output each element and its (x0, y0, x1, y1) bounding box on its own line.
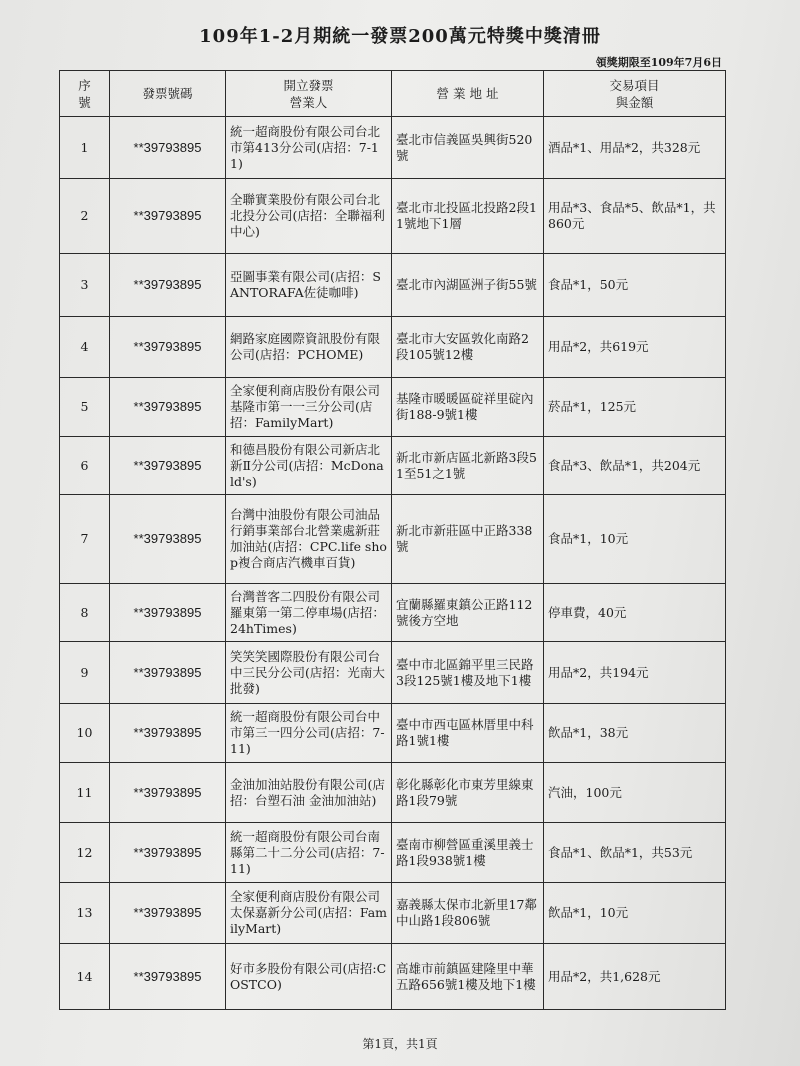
issuer-name: 笑笑笑國際股份有限公司台中三民分公司(店招：光南大批發) (226, 642, 392, 704)
page-indicator: 第1頁，共1頁 (362, 1037, 438, 1051)
invoice-number: **39793895 (110, 317, 226, 378)
row-number: 13 (60, 883, 110, 944)
row-number: 12 (60, 823, 110, 883)
issuer-name: 和德昌股份有限公司新店北新Ⅱ分公司(店招：McDonald's) (226, 437, 392, 495)
invoice-number: **39793895 (110, 495, 226, 584)
business-address: 高雄市前鎮區建隆里中華五路656號1樓及地下1樓 (392, 944, 544, 1010)
issuer-name: 統一超商股份有限公司台中市第三一四分公司(店招：7-11) (226, 704, 392, 763)
row-number: 1 (60, 117, 110, 179)
table-row (60, 944, 726, 1010)
header-address: 營 業 地 址 (392, 71, 544, 117)
invoice-number: **39793895 (110, 944, 226, 1010)
row-number: 10 (60, 704, 110, 763)
row-number: 8 (60, 584, 110, 642)
business-address: 新北市新店區北新路3段51至51之1號 (392, 437, 544, 495)
business-address: 臺中市北區錦平里三民路3段125號1樓及地下1樓 (392, 642, 544, 704)
transaction-item: 用品*2，共1,628元 (544, 944, 726, 1010)
table-header-row (60, 71, 726, 117)
header-item-line2: 與金額 (615, 94, 654, 110)
transaction-item: 食品*1，10元 (544, 495, 726, 584)
invoice-number: **39793895 (110, 117, 226, 179)
invoice-number: **39793895 (110, 584, 226, 642)
issuer-name: 統一超商股份有限公司台南縣第二十二分公司(店招：7-11) (226, 823, 392, 883)
row-number: 6 (60, 437, 110, 495)
transaction-item: 菸品*1，125元 (544, 378, 726, 437)
invoice-number: **39793895 (110, 437, 226, 495)
table-row (60, 437, 726, 495)
business-address: 基隆市暖暖區碇祥里碇內街188-9號1樓 (392, 378, 544, 437)
issuer-name: 全家便利商店股份有限公司太保嘉新分公司(店招：FamilyMart) (226, 883, 392, 944)
row-number: 11 (60, 763, 110, 823)
business-address: 臺北市北投區北投路2段11號地下1層 (392, 179, 544, 254)
issuer-name: 全家便利商店股份有限公司基隆市第一一三分公司(店招：FamilyMart) (226, 378, 392, 437)
table-row (60, 704, 726, 763)
transaction-item: 食品*1，50元 (544, 254, 726, 317)
business-address: 臺北市內湖區洲子街55號 (392, 254, 544, 317)
header-issuer-line1: 開立發票 (283, 77, 334, 93)
table-row (60, 179, 726, 254)
document-title: 109年1-2月期統一發票200萬元特獎中獎清冊 (199, 26, 601, 47)
business-address: 宜蘭縣羅東鎮公正路112號後方空地 (392, 584, 544, 642)
issuer-name: 統一超商股份有限公司台北市第413分公司(店招：7-11) (226, 117, 392, 179)
transaction-item: 食品*3、飲品*1，共204元 (544, 437, 726, 495)
business-address: 彰化縣彰化市東芳里線東路1段79號 (392, 763, 544, 823)
issuer-name: 全聯實業股份有限公司台北北投分公司(店招：全聯福利中心) (226, 179, 392, 254)
invoice-number: **39793895 (110, 254, 226, 317)
table-row (60, 763, 726, 823)
table-row (60, 584, 726, 642)
table-row (60, 495, 726, 584)
transaction-item: 酒品*1、用品*2，共328元 (544, 117, 726, 179)
invoice-number: **39793895 (110, 763, 226, 823)
transaction-item: 停車費，40元 (544, 584, 726, 642)
table-row (60, 883, 726, 944)
transaction-item: 用品*2，共194元 (544, 642, 726, 704)
table-row (60, 317, 726, 378)
transaction-item: 用品*2，共619元 (544, 317, 726, 378)
row-number: 5 (60, 378, 110, 437)
issuer-name: 網路家庭國際資訊股份有限公司(店招：PCHOME) (226, 317, 392, 378)
header-invoice: 發票號碼 (110, 71, 226, 117)
header-number-line1: 序 (78, 77, 91, 93)
invoice-number: **39793895 (110, 378, 226, 437)
transaction-item: 飲品*1，10元 (544, 883, 726, 944)
table-row (60, 642, 726, 704)
invoice-number: **39793895 (110, 883, 226, 944)
issuer-name: 亞圖事業有限公司(店招：SANTORAFA佐徒咖啡) (226, 254, 392, 317)
business-address: 臺南市柳營區重溪里義士路1段938號1樓 (392, 823, 544, 883)
header-number (60, 71, 110, 117)
claim-deadline: 領獎期限至109年7月6日 (595, 56, 722, 69)
transaction-item: 用品*3、食品*5、飲品*1，共860元 (544, 179, 726, 254)
transaction-item: 飲品*1，38元 (544, 704, 726, 763)
row-number: 4 (60, 317, 110, 378)
header-item (544, 71, 726, 117)
issuer-name: 好市多股份有限公司(店招:COSTCO) (226, 944, 392, 1010)
transaction-item: 食品*1、飲品*1，共53元 (544, 823, 726, 883)
business-address: 臺北市大安區敦化南路2段105號12樓 (392, 317, 544, 378)
invoice-number: **39793895 (110, 823, 226, 883)
table-row (60, 254, 726, 317)
issuer-name: 台灣中油股份有限公司油品行銷事業部台北營業處新莊加油站(店招：CPC.life shop複合商店汽機車百貨) (226, 495, 392, 584)
header-item-line1: 交易項目 (609, 77, 660, 93)
table-row (60, 378, 726, 437)
header-number-line2: 號 (78, 94, 91, 110)
table-row (60, 823, 726, 883)
issuer-name: 金油加油站股份有限公司(店招：台塑石油 金油加油站) (226, 763, 392, 823)
business-address: 臺中市西屯區林厝里中科路1號1樓 (392, 704, 544, 763)
row-number: 9 (60, 642, 110, 704)
invoice-number: **39793895 (110, 642, 226, 704)
business-address: 臺北市信義區吳興街520號 (392, 117, 544, 179)
invoice-number: **39793895 (110, 179, 226, 254)
business-address: 嘉義縣太保市北新里17鄰中山路1段806號 (392, 883, 544, 944)
header-issuer (226, 71, 392, 117)
invoice-number: **39793895 (110, 704, 226, 763)
winners-table (59, 70, 726, 1010)
header-issuer-line2: 營業人 (289, 94, 328, 110)
issuer-name: 台灣普客二四股份有限公司羅東第一第二停車場(店招：24hTimes) (226, 584, 392, 642)
row-number: 7 (60, 495, 110, 584)
transaction-item: 汽油，100元 (544, 763, 726, 823)
row-number: 14 (60, 944, 110, 1010)
business-address: 新北市新莊區中正路338號 (392, 495, 544, 584)
row-number: 2 (60, 179, 110, 254)
row-number: 3 (60, 254, 110, 317)
table-row (60, 117, 726, 179)
